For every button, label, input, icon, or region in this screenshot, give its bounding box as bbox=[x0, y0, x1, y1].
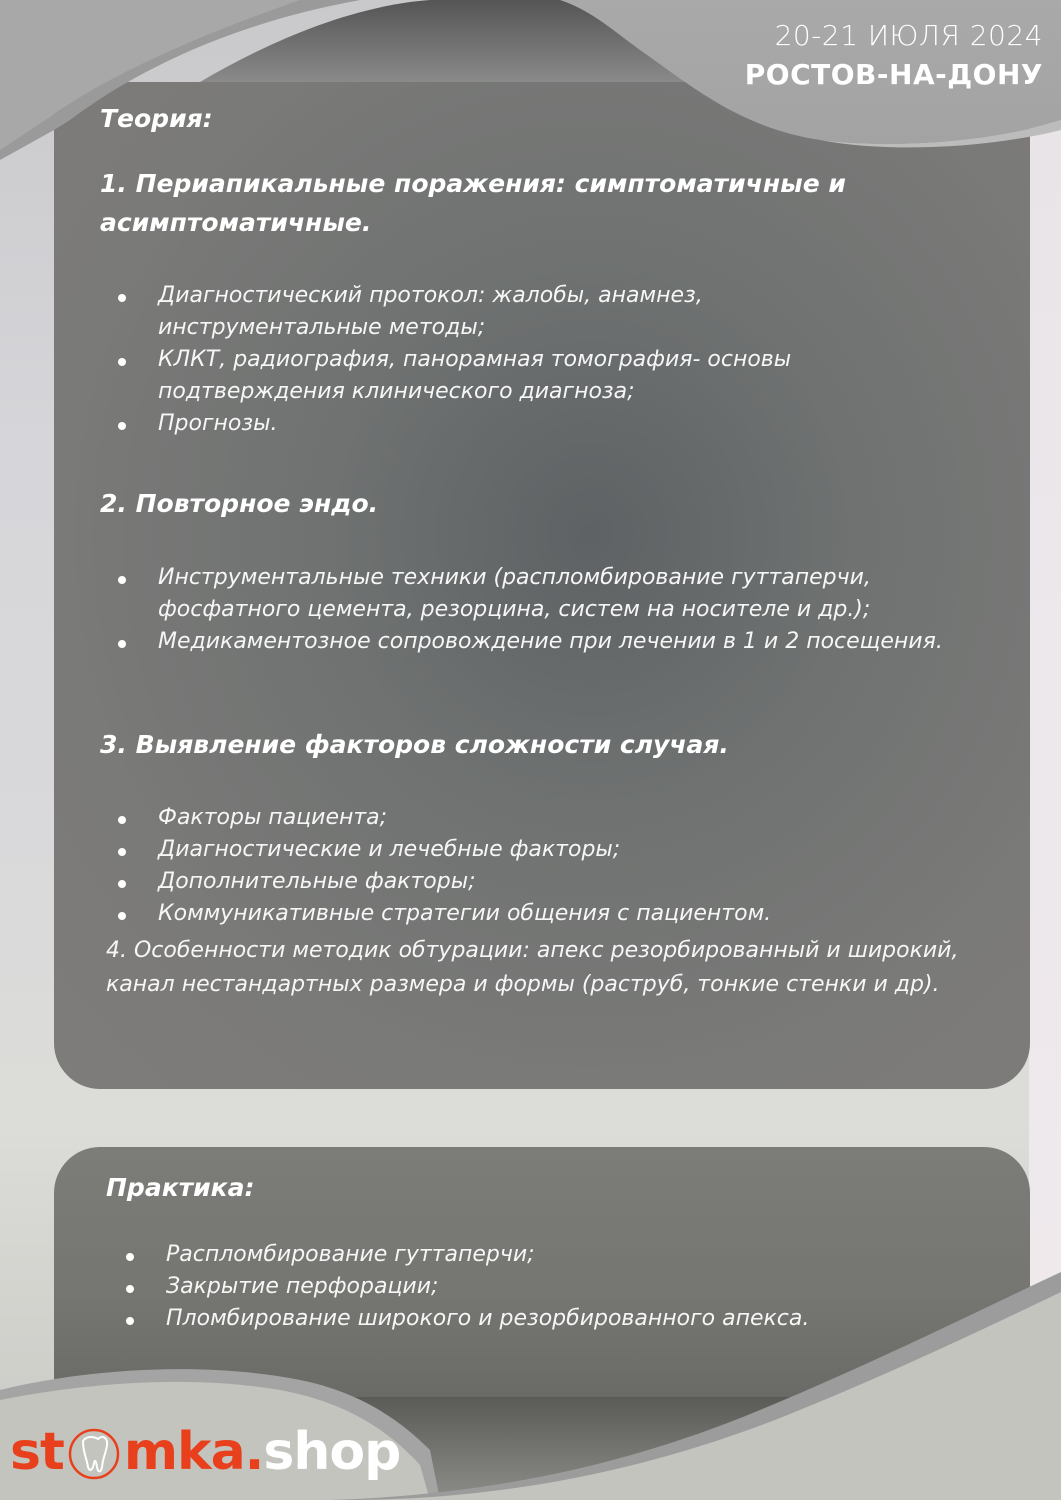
list-item: Дополнительные факторы; bbox=[116, 866, 976, 898]
section-4-text: 4. Особенности методик обтурации: апекс резорбированный и широкий, канал нестандартных размера и формы (раструб, тонкие стенки и др). bbox=[106, 938, 959, 997]
logo-text-shop: shop bbox=[263, 1422, 401, 1482]
list-item: Закрытие перфорации; bbox=[124, 1271, 984, 1303]
tooth-icon bbox=[65, 1423, 123, 1481]
list-item: Медикаментозное сопровождение при лечении в 1 и 2 посещения. bbox=[116, 626, 976, 658]
theory-card bbox=[54, 82, 1030, 1089]
theory-label: Теория: bbox=[100, 104, 213, 133]
list-item: Факторы пациента; bbox=[116, 802, 976, 834]
event-city: РОСТОВ-НА-ДОНУ bbox=[744, 58, 1043, 92]
list-item: Диагностические и лечебные факторы; bbox=[116, 834, 976, 866]
list-item: Пломбирование широкого и резорбированного апекса. bbox=[124, 1303, 984, 1335]
section-2-heading: 2. Повторное эндо. bbox=[100, 489, 379, 518]
section-3-list bbox=[116, 802, 976, 930]
section-1-list bbox=[116, 280, 876, 440]
list-item: Диагностический протокол: жалобы, анамнез, инструментальные методы; bbox=[116, 280, 876, 344]
practice-label: Практика: bbox=[106, 1173, 255, 1202]
event-date: 20-21 ИЮЛЯ 2024 bbox=[774, 19, 1043, 52]
section-1-heading-line1: 1. Периапикальные поражения: симптоматичные и bbox=[100, 169, 846, 198]
section-3-heading: 3. Выявление факторов сложности случая. bbox=[100, 730, 729, 759]
section-1-heading-line2: асимптоматичные. bbox=[100, 208, 372, 237]
list-item: КЛКТ, радиография, панорамная томография- основы подтверждения клинического диагноза; bbox=[116, 344, 876, 408]
list-item: Коммуникативные стратегии общения с пациентом. bbox=[116, 898, 976, 930]
logo-text-st: st bbox=[10, 1422, 64, 1482]
list-item: Распломбирование гуттаперчи; bbox=[124, 1239, 984, 1271]
logo-text-mka: mka. bbox=[123, 1422, 264, 1482]
list-item: Прогнозы. bbox=[116, 408, 876, 440]
right-edge-strip bbox=[1029, 100, 1061, 1300]
list-item: Инструментальные техники (распломбирование гуттаперчи, фосфатного цемента, резорцина, систем на носителе и др.); bbox=[116, 562, 976, 626]
event-header bbox=[745, 18, 1043, 96]
section-2-list bbox=[116, 562, 976, 658]
stomka-shop-logo[interactable] bbox=[10, 1422, 400, 1482]
